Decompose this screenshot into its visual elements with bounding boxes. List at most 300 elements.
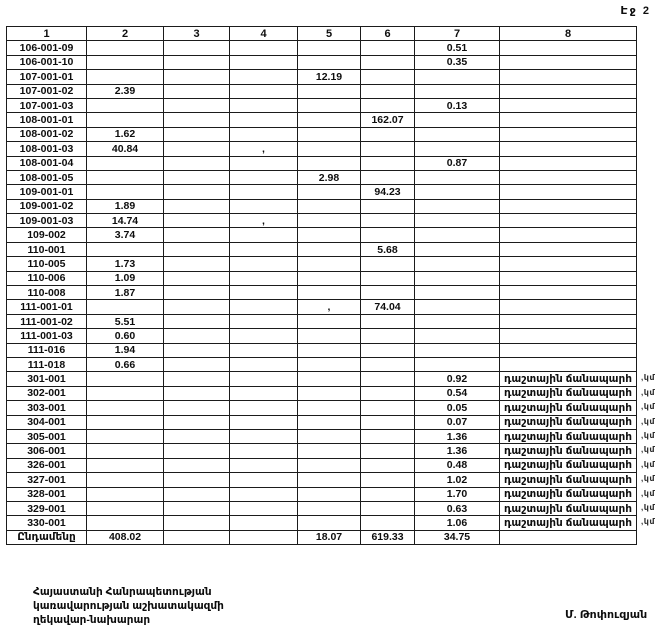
row-code-cell: 106-001-10	[7, 55, 87, 69]
value-cell	[298, 487, 361, 501]
description-cell	[500, 357, 637, 371]
value-cell	[164, 415, 230, 429]
value-cell	[87, 401, 164, 415]
value-cell	[298, 142, 361, 156]
value-cell	[164, 214, 230, 228]
value-cell: 0.87	[415, 156, 500, 170]
value-cell	[164, 170, 230, 184]
table-row	[7, 343, 637, 357]
description-cell: դաշտային ճանապարհ ,կմ	[500, 444, 637, 458]
value-cell: 619.33	[361, 530, 415, 544]
table-row	[7, 185, 637, 199]
table-row	[7, 401, 637, 415]
value-cell: 0.51	[415, 41, 500, 55]
value-cell	[230, 458, 298, 472]
description-cell: դաշտային ճանապարհ ,կմ	[500, 372, 637, 386]
value-cell	[230, 271, 298, 285]
unit-label: ,կմ	[641, 387, 656, 397]
value-cell: 0.35	[415, 55, 500, 69]
value-cell	[87, 501, 164, 515]
description-cell: դաշտային ճանապարհ ,կմ	[500, 401, 637, 415]
table-row	[7, 199, 637, 213]
value-cell	[164, 314, 230, 328]
row-code-cell: 110-008	[7, 286, 87, 300]
value-cell	[298, 444, 361, 458]
description-cell	[500, 242, 637, 256]
value-cell: 0.66	[87, 357, 164, 371]
value-cell: 0.63	[415, 501, 500, 515]
value-cell	[415, 113, 500, 127]
row-code-cell: 108-001-04	[7, 156, 87, 170]
value-cell	[164, 501, 230, 515]
column-header-4: 4	[230, 27, 298, 41]
row-code-cell: 110-006	[7, 271, 87, 285]
unit-label: ,կմ	[641, 445, 656, 455]
value-cell	[164, 444, 230, 458]
value-cell	[230, 41, 298, 55]
value-cell	[230, 386, 298, 400]
value-cell	[230, 357, 298, 371]
unit-label: ,կմ	[641, 502, 656, 512]
value-cell: 1.36	[415, 444, 500, 458]
value-cell	[87, 170, 164, 184]
value-cell: 2.39	[87, 84, 164, 98]
value-cell	[298, 415, 361, 429]
value-cell	[230, 185, 298, 199]
row-code-cell: 109-001-03	[7, 214, 87, 228]
value-cell	[87, 156, 164, 170]
value-cell: 0.48	[415, 458, 500, 472]
footer-official-title	[33, 585, 224, 627]
value-cell: 74.04	[361, 300, 415, 314]
table-row	[7, 429, 637, 443]
value-cell	[164, 401, 230, 415]
row-code-cell: 329-001	[7, 501, 87, 515]
description-cell	[500, 84, 637, 98]
value-cell	[361, 199, 415, 213]
row-code-cell: 108-001-01	[7, 113, 87, 127]
table-row	[7, 516, 637, 530]
value-cell	[361, 228, 415, 242]
value-cell	[298, 372, 361, 386]
value-cell	[164, 242, 230, 256]
table-header-row	[7, 27, 637, 41]
table-row	[7, 98, 637, 112]
row-code-cell: 305-001	[7, 429, 87, 443]
description-cell: դաշտային ճանապարհ ,կմ	[500, 501, 637, 515]
value-cell: 0.05	[415, 401, 500, 415]
value-cell	[298, 127, 361, 141]
value-cell	[361, 55, 415, 69]
value-cell	[164, 98, 230, 112]
row-code-cell: 326-001	[7, 458, 87, 472]
description-cell	[500, 329, 637, 343]
description-cell	[500, 113, 637, 127]
value-cell: 1.36	[415, 429, 500, 443]
value-cell: 18.07	[298, 530, 361, 544]
table-row	[7, 415, 637, 429]
value-cell	[361, 501, 415, 515]
footer-line-2: կառավարության աշխատակազմի	[33, 600, 224, 612]
value-cell	[87, 444, 164, 458]
value-cell	[164, 41, 230, 55]
value-cell: ,	[230, 214, 298, 228]
value-cell	[230, 343, 298, 357]
description-cell	[500, 271, 637, 285]
value-cell	[87, 516, 164, 530]
value-cell	[230, 444, 298, 458]
unit-label: ,կմ	[641, 474, 656, 484]
value-cell	[361, 329, 415, 343]
row-code-cell: 302-001	[7, 386, 87, 400]
value-cell	[415, 314, 500, 328]
description-cell	[500, 55, 637, 69]
value-cell	[164, 473, 230, 487]
value-cell	[230, 501, 298, 515]
description-cell	[500, 127, 637, 141]
row-code-cell: 108-001-02	[7, 127, 87, 141]
value-cell	[87, 55, 164, 69]
row-code-cell: 108-001-05	[7, 170, 87, 184]
row-code-cell: 111-001-03	[7, 329, 87, 343]
value-cell	[361, 429, 415, 443]
value-cell: 2.98	[298, 170, 361, 184]
value-cell	[361, 314, 415, 328]
value-cell	[361, 170, 415, 184]
row-code-cell: 327-001	[7, 473, 87, 487]
description-cell	[500, 98, 637, 112]
value-cell	[230, 98, 298, 112]
value-cell	[415, 127, 500, 141]
row-code-cell: 107-001-03	[7, 98, 87, 112]
value-cell: 12.19	[298, 70, 361, 84]
value-cell: 1.87	[87, 286, 164, 300]
value-cell	[164, 530, 230, 544]
value-cell	[298, 386, 361, 400]
value-cell	[361, 473, 415, 487]
value-cell	[298, 271, 361, 285]
value-cell	[164, 286, 230, 300]
table-row	[7, 487, 637, 501]
row-code-cell: 303-001	[7, 401, 87, 415]
value-cell	[87, 242, 164, 256]
description-cell: դաշտային ճանապարհ ,կմ	[500, 429, 637, 443]
value-cell	[361, 257, 415, 271]
value-cell	[415, 357, 500, 371]
value-cell	[230, 300, 298, 314]
value-cell: 3.74	[87, 228, 164, 242]
value-cell	[230, 429, 298, 443]
value-cell	[361, 357, 415, 371]
value-cell	[361, 444, 415, 458]
value-cell	[230, 286, 298, 300]
value-cell	[164, 142, 230, 156]
description-cell: դաշտային ճանապարհ ,կմ	[500, 458, 637, 472]
value-cell: 1.09	[87, 271, 164, 285]
value-cell	[230, 516, 298, 530]
value-cell	[87, 113, 164, 127]
description-cell	[500, 156, 637, 170]
value-cell: 0.07	[415, 415, 500, 429]
description-cell: դաշտային ճանապարհ ,կմ	[500, 386, 637, 400]
row-code-cell: 111-001-02	[7, 314, 87, 328]
value-cell	[87, 487, 164, 501]
column-header-8: 8	[500, 27, 637, 41]
value-cell	[230, 127, 298, 141]
row-code-cell: 110-005	[7, 257, 87, 271]
value-cell	[415, 228, 500, 242]
value-cell	[164, 127, 230, 141]
value-cell	[298, 473, 361, 487]
value-cell	[164, 113, 230, 127]
description-cell	[500, 142, 637, 156]
value-cell	[230, 55, 298, 69]
value-cell	[230, 199, 298, 213]
table-row	[7, 271, 637, 285]
value-cell: 0.13	[415, 98, 500, 112]
row-code-cell: 109-001-02	[7, 199, 87, 213]
value-cell: ,	[230, 142, 298, 156]
data-table	[6, 26, 656, 545]
value-cell	[361, 214, 415, 228]
signature-name: Մ. Թոփուզյան	[565, 609, 648, 621]
table-row	[7, 473, 637, 487]
value-cell	[361, 372, 415, 386]
value-cell	[164, 70, 230, 84]
table-row	[7, 127, 637, 141]
description-cell	[500, 530, 637, 544]
value-cell	[361, 516, 415, 530]
value-cell	[415, 329, 500, 343]
value-cell	[298, 214, 361, 228]
table-row	[7, 242, 637, 256]
value-cell	[164, 343, 230, 357]
value-cell	[361, 343, 415, 357]
value-cell	[361, 142, 415, 156]
table-row	[7, 458, 637, 472]
table-row	[7, 286, 637, 300]
value-cell	[87, 386, 164, 400]
table-row	[7, 228, 637, 242]
value-cell	[164, 458, 230, 472]
row-code-cell: 111-018	[7, 357, 87, 371]
value-cell: 1.02	[415, 473, 500, 487]
footer-line-1: Հայաստանի Հանրապետության	[33, 586, 212, 598]
description-cell	[500, 314, 637, 328]
table-row	[7, 314, 637, 328]
value-cell	[164, 357, 230, 371]
value-cell	[164, 516, 230, 530]
value-cell	[87, 372, 164, 386]
value-cell	[230, 473, 298, 487]
value-cell	[87, 458, 164, 472]
table-row	[7, 55, 637, 69]
value-cell	[298, 199, 361, 213]
value-cell	[361, 98, 415, 112]
value-cell	[415, 214, 500, 228]
value-cell	[361, 70, 415, 84]
value-cell	[415, 257, 500, 271]
value-cell	[164, 185, 230, 199]
description-cell	[500, 185, 637, 199]
value-cell	[298, 343, 361, 357]
value-cell	[361, 386, 415, 400]
value-cell	[164, 199, 230, 213]
value-cell	[230, 372, 298, 386]
value-cell	[164, 84, 230, 98]
value-cell	[415, 84, 500, 98]
value-cell	[164, 429, 230, 443]
value-cell	[87, 41, 164, 55]
value-cell	[415, 286, 500, 300]
value-cell	[298, 84, 361, 98]
value-cell	[298, 113, 361, 127]
value-cell	[415, 70, 500, 84]
row-code-cell: 328-001	[7, 487, 87, 501]
value-cell	[87, 473, 164, 487]
value-cell	[230, 401, 298, 415]
description-cell	[500, 286, 637, 300]
column-header-7: 7	[415, 27, 500, 41]
table-row	[7, 70, 637, 84]
value-cell	[361, 271, 415, 285]
value-cell	[298, 257, 361, 271]
value-cell	[164, 55, 230, 69]
row-code-cell: 107-001-01	[7, 70, 87, 84]
value-cell	[164, 386, 230, 400]
value-cell: 1.94	[87, 343, 164, 357]
row-code-cell: 111-016	[7, 343, 87, 357]
table-row	[7, 257, 637, 271]
total-label-cell: Ընդամենը	[7, 530, 87, 544]
value-cell	[87, 429, 164, 443]
value-cell	[415, 242, 500, 256]
value-cell	[87, 70, 164, 84]
table-row	[7, 329, 637, 343]
description-cell	[500, 257, 637, 271]
value-cell	[230, 170, 298, 184]
description-cell	[500, 199, 637, 213]
table-row	[7, 357, 637, 371]
value-cell: 1.62	[87, 127, 164, 141]
value-cell	[298, 329, 361, 343]
table-row	[7, 300, 637, 314]
value-cell	[298, 286, 361, 300]
row-code-cell: 330-001	[7, 516, 87, 530]
value-cell: 162.07	[361, 113, 415, 127]
value-cell	[415, 343, 500, 357]
value-cell	[415, 300, 500, 314]
value-cell: 0.60	[87, 329, 164, 343]
column-header-2: 2	[87, 27, 164, 41]
table-row	[7, 156, 637, 170]
row-code-cell: 108-001-03	[7, 142, 87, 156]
value-cell: 408.02	[87, 530, 164, 544]
value-cell	[230, 257, 298, 271]
value-cell	[298, 458, 361, 472]
column-header-5: 5	[298, 27, 361, 41]
value-cell	[87, 300, 164, 314]
row-code-cell: 111-001-01	[7, 300, 87, 314]
value-cell: 34.75	[415, 530, 500, 544]
table-row	[7, 41, 637, 55]
description-cell: դաշտային ճանապարհ ,կմ	[500, 473, 637, 487]
value-cell	[230, 314, 298, 328]
value-cell	[298, 98, 361, 112]
description-cell	[500, 70, 637, 84]
value-cell	[298, 185, 361, 199]
table-row	[7, 501, 637, 515]
row-code-cell: 107-001-02	[7, 84, 87, 98]
value-cell	[298, 55, 361, 69]
value-cell	[164, 156, 230, 170]
value-cell	[298, 156, 361, 170]
unit-label: ,կմ	[641, 517, 656, 527]
table-row	[7, 142, 637, 156]
value-cell: 1.06	[415, 516, 500, 530]
description-cell	[500, 300, 637, 314]
table-row	[7, 444, 637, 458]
description-cell: դաշտային ճանապարհ ,կմ	[500, 415, 637, 429]
row-code-cell: 306-001	[7, 444, 87, 458]
value-cell: 1.73	[87, 257, 164, 271]
value-cell	[361, 458, 415, 472]
value-cell	[298, 429, 361, 443]
value-cell	[164, 228, 230, 242]
value-cell	[230, 228, 298, 242]
value-cell	[361, 401, 415, 415]
value-cell	[164, 271, 230, 285]
value-cell	[415, 170, 500, 184]
description-cell: դաշտային ճանապարհ ,կմ	[500, 487, 637, 501]
value-cell: 0.92	[415, 372, 500, 386]
value-cell	[230, 84, 298, 98]
row-code-cell: 106-001-09	[7, 41, 87, 55]
value-cell	[164, 257, 230, 271]
value-cell	[230, 415, 298, 429]
unit-label: ,կմ	[641, 416, 656, 426]
value-cell	[361, 41, 415, 55]
row-code-cell: 109-001-01	[7, 185, 87, 199]
row-code-cell: 110-001	[7, 242, 87, 256]
description-cell	[500, 343, 637, 357]
value-cell	[298, 314, 361, 328]
value-cell	[164, 329, 230, 343]
value-cell	[298, 401, 361, 415]
value-cell: 5.68	[361, 242, 415, 256]
table-row	[7, 84, 637, 98]
row-code-cell: 109-002	[7, 228, 87, 242]
value-cell: ,	[298, 300, 361, 314]
value-cell: 5.51	[87, 314, 164, 328]
value-cell	[87, 98, 164, 112]
description-cell: դաշտային ճանապարհ ,կմ	[500, 516, 637, 530]
value-cell	[298, 242, 361, 256]
description-cell	[500, 41, 637, 55]
page-number-label: Էջ 2	[620, 5, 651, 17]
unit-label: ,կմ	[641, 430, 656, 440]
value-cell	[361, 487, 415, 501]
value-cell: 1.89	[87, 199, 164, 213]
description-cell	[500, 214, 637, 228]
column-header-6: 6	[361, 27, 415, 41]
value-cell: 14.74	[87, 214, 164, 228]
value-cell	[230, 329, 298, 343]
table-row	[7, 214, 637, 228]
value-cell	[361, 415, 415, 429]
value-cell	[415, 271, 500, 285]
unit-label: ,կմ	[641, 373, 656, 383]
